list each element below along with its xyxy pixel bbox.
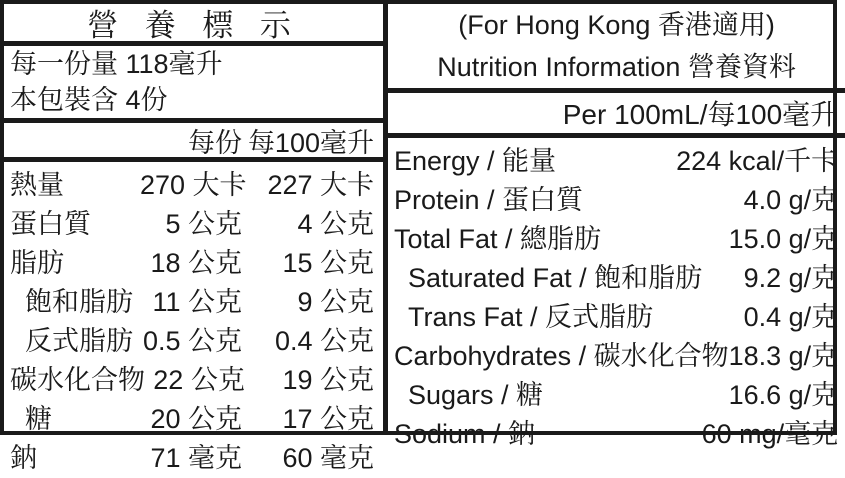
column-header-per-serving: 每份 [188, 127, 242, 158]
per-100ml-value: 60 毫克 [282, 443, 374, 473]
nutrient-name: Sodium / 鈉 [394, 419, 536, 449]
nutrient-row-carbohydrates [10, 358, 374, 397]
nutrient-value: 16.6 g/克 [728, 380, 839, 410]
nutrient-name: 反式脂肪 [25, 326, 133, 356]
per-100ml-value: 17 公克 [282, 404, 374, 434]
nutrient-value: 4.0 g/克 [743, 185, 839, 215]
nutrition-information-title: Nutrition Information 營養資料 [437, 52, 796, 82]
nutrient-row-carbohydrates [394, 334, 838, 373]
nutrient-row-sugars [394, 373, 838, 412]
nutrient-value: 224 kcal/千卡 [676, 146, 839, 176]
per-serving-value: 5 公克 [165, 209, 242, 239]
nutrient-name: Total Fat / 總脂肪 [394, 224, 602, 254]
nutrient-row-calories [10, 163, 374, 202]
per-100ml-value: 19 公克 [282, 365, 374, 395]
left-nutrient-rows [4, 162, 383, 478]
nutrient-name: Trans Fat / 反式脂肪 [408, 302, 654, 332]
nutrient-name: Carbohydrates / 碳水化合物 [394, 341, 729, 371]
per-serving-value: 20 公克 [150, 404, 242, 434]
nutrient-row-energy [394, 139, 838, 178]
nutrient-name: Sugars / 糖 [408, 380, 544, 410]
nutrient-name: 飽和脂肪 [25, 287, 133, 317]
per-serving-value: 71 毫克 [150, 443, 242, 473]
per-100ml-value: 15 公克 [282, 248, 374, 278]
column-header-row [4, 123, 383, 162]
nutrient-name: 碳水化合物 [10, 365, 145, 395]
nutrient-value: 0.4 g/克 [743, 302, 839, 332]
nutrient-value: 9.2 g/克 [743, 263, 839, 293]
nutrient-name: Energy / 能量 [394, 146, 557, 176]
nutrient-row-protein [10, 202, 374, 241]
right-nutrient-rows [388, 138, 845, 454]
nutrient-row-saturated-fat [10, 280, 374, 319]
per-100ml-value: 0.4 公克 [274, 326, 374, 356]
nutrient-value: 18.3 g/克 [728, 341, 839, 371]
nutrient-name: 熱量 [10, 170, 64, 200]
nutrient-name: 蛋白質 [10, 209, 91, 239]
nutrient-row-sodium [10, 436, 374, 475]
per-serving-value: 18 公克 [150, 248, 242, 278]
nutrient-row-sugars [10, 397, 374, 436]
nutrient-value: 60 mg/毫克 [701, 419, 839, 449]
nutrient-value: 15.0 g/克 [728, 224, 839, 254]
serving-size-line: 每一份量 118毫升 [10, 49, 223, 79]
left-panel-chinese-nutrition [4, 4, 388, 473]
nutrient-name: 糖 [25, 404, 52, 434]
nutrient-row-fat [10, 241, 374, 280]
serving-info-block [4, 46, 383, 123]
nutrient-row-protein [394, 178, 838, 217]
servings-per-pack-line: 本包裝含 4份 [10, 85, 168, 115]
left-panel-title: 營 養 標 示 [4, 4, 383, 46]
nutrient-row-trans-fat [10, 319, 374, 358]
nutrient-row-total-fat [394, 217, 838, 256]
per-100ml-value: 227 大卡 [267, 170, 374, 200]
per-100ml-value: 9 公克 [297, 287, 374, 317]
per-serving-value: 22 公克 [153, 365, 245, 395]
region-note: (For Hong Kong 香港適用) [458, 10, 775, 40]
nutrient-row-trans-fat [394, 295, 838, 334]
nutrient-row-sodium [394, 412, 838, 451]
per-100ml-header: Per 100mL/每100毫升 [388, 93, 845, 138]
right-panel-hongkong-nutrition [388, 4, 845, 449]
per-serving-value: 0.5 公克 [142, 326, 242, 356]
per-serving-value: 11 公克 [152, 287, 242, 317]
right-panel-header [388, 4, 845, 93]
per-serving-value: 270 大卡 [140, 170, 247, 200]
nutrient-name: 脂肪 [10, 248, 64, 278]
nutrient-name: 鈉 [10, 443, 37, 473]
nutrient-name: Protein / 蛋白質 [394, 185, 584, 215]
per-100ml-value: 4 公克 [297, 209, 374, 239]
nutrient-name: Saturated Fat / 飽和脂肪 [408, 263, 703, 293]
column-header-per-100ml: 每100毫升 [247, 127, 374, 158]
nutrient-row-saturated-fat [394, 256, 838, 295]
